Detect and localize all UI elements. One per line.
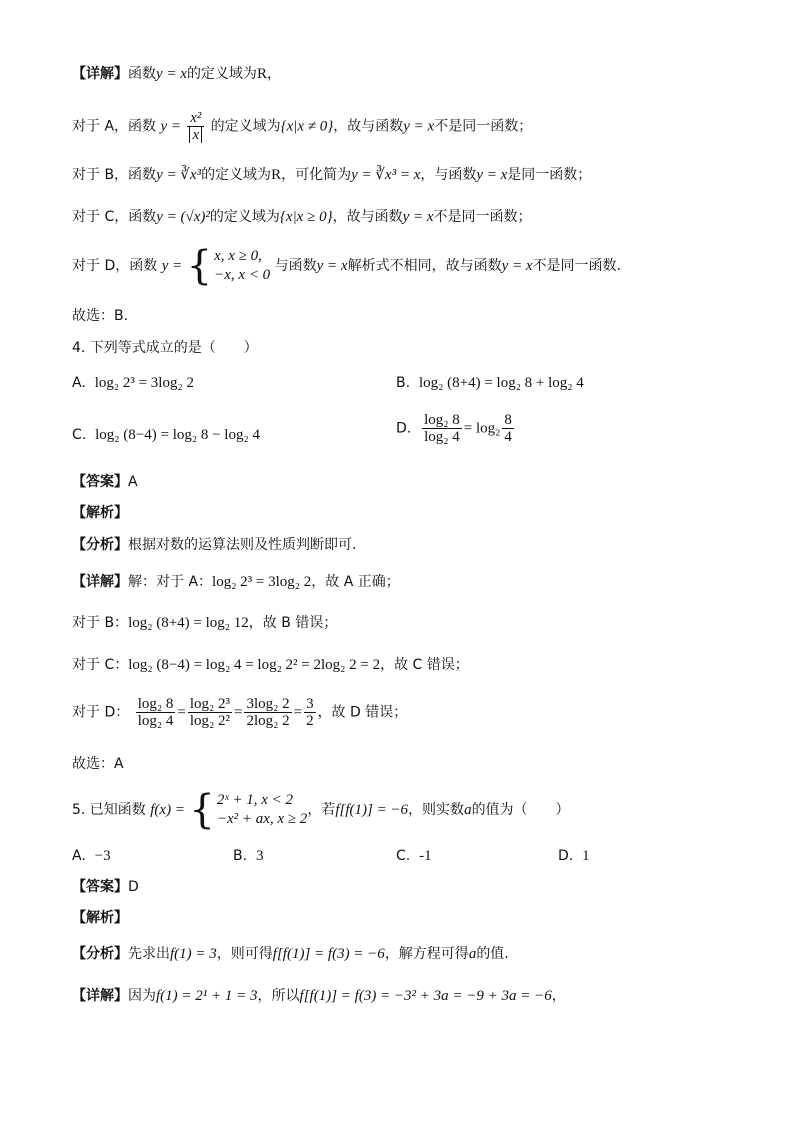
fraction: $\frac{\text{3log₂ 2}}{\text{2log₂ 2}}$ [246,696,290,729]
q4-detail-d: 对于 D： $\frac{\text{log₂ 8}}{\text{log₂ 4}}$ = $\frac{\text{log₂ 2³}}{\text{log₂ 2²}}$ = $\frac{\text{3log₂ 2}}{\text{2log₂ 2}}$ = $\frac{3}{2}$ ，故 D 错误； [72,696,408,729]
s1-line4 [72,207,532,227]
text: ， [266,66,281,82]
text: 是同一函数； [507,167,592,183]
text: 不是同一函数. [532,258,621,274]
q4-option-b: B. log₂ (8+4) = log₂ 8 + log₂ 4 [396,375,584,391]
q4-option-d: D. $\frac{\text{log₂ 8}}{\text{log₂ 4}}$ = log₂ $\frac{8}{4}$ [396,412,512,445]
fraction: $\frac{\text{log₂ 8}}{\text{log₂ 4}}$ [424,412,460,445]
s1-line1 [72,64,281,84]
formula: y = x [501,258,533,274]
text: ，故与函数 [332,209,403,225]
q4-jiexi-tag: 【解析】 [72,505,128,521]
s1-line5 [72,243,621,289]
text: 的定义域为 [209,209,280,225]
text: 对于 A，函数 [72,118,157,135]
piecewise: { 2ˣ + 1, x < 2 −x² + ax, x ≥ 2 [189,787,308,833]
text: 解析式不相同，故与函数 [347,258,502,274]
s1-answer: 故选：B. [72,308,129,324]
text: 对于 D，函数 [72,258,158,274]
formula: y = x [316,258,348,274]
q5-option-d: D. 1 [558,848,590,864]
q5-option-c: C. -1 [396,848,432,864]
q4-detail-c: 对于 C：log₂ (8−4) = log₂ 4 = log₂ 2² = 2log₂ 2 = 2，故 C 错误； [72,657,469,673]
text: ，与函数 [420,167,477,183]
text: 的定义域为 [201,167,272,183]
fraction: $\frac{\text{log₂ 8}}{\text{log₂ 4}}$ [137,696,174,729]
q4-fenxi: 【分析】根据对数的运算法则及性质判断即可. [72,537,357,553]
q5-option-b: B. 3 [233,848,264,864]
formula: y = [160,118,182,135]
text: 与函数 [274,258,317,274]
q4-detail-b: 对于 B：log₂ (8+4) = log₂ 12，故 B 错误； [72,615,338,631]
formula: y = (√x)² [156,209,210,225]
s1-line3 [72,165,591,185]
text: ，可化简为 [281,167,352,183]
fraction: $\frac{8}{4}$ [504,412,512,445]
fraction: $\frac{3}{2}$ [306,696,314,729]
formula: R [256,66,267,82]
q4-option-a: A. log₂ 2³ = 3log₂ 2 [72,375,194,391]
text: 对于 C，函数 [72,209,157,225]
q5-option-a: A. −3 [72,848,111,864]
q4-stem: 4. 下列等式成立的是（ ） [72,340,258,356]
q5-fenxi: 【分析】先求出f(1) = 3，则可得f[f(1)] = f(3) = −6，解方程可得a的值. [72,946,509,962]
fraction: $\frac{\text{x²}}{x}$ [187,110,204,143]
text: 函数 [128,66,156,82]
q5-jiexi-tag: 【解析】 [72,910,128,926]
formula: y = x [403,118,435,135]
formula: y = [161,258,183,274]
q5-detail: 【详解】因为f(1) = 2¹ + 1 = 3，所以f[f(1)] = f(3) = −3² + 3a = −9 + 3a = −6， [72,988,566,1004]
formula: y = ∛x³ [156,167,202,183]
xiangjie-tag: 【详解】 [72,66,128,82]
q4-answer: 【答案】A [72,474,138,490]
text: 不是同一函数； [434,118,533,135]
text: 对于 B，函数 [72,167,157,183]
q4-option-c: C. log₂ (8−4) = log₂ 8 − log₂ 4 [72,427,260,443]
q5-answer: 【答案】D [72,879,139,895]
formula: y = ∛x³ = x [351,167,421,183]
fraction: $\frac{\text{log₂ 2³}}{\text{log₂ 2²}}$ [189,696,230,729]
formula: y = x [402,209,434,225]
formula: R [271,167,282,183]
formula: y = x [156,66,187,82]
text: 不是同一函数； [433,209,532,225]
q5-stem: 5. 已知函数 f(x) = { 2ˣ + 1, x < 2 −x² + ax, x ≥ 2 ，若f[f(1)] = −6，则实数a的值为（ ） [72,787,570,833]
text: 的定义域为 [210,118,281,135]
q4-conclusion: 故选：A [72,756,124,772]
q4-detail-a: 【详解】解：对于 A：log₂ 2³ = 3log₂ 2，故 A 正确； [72,574,400,590]
formula: y = x [476,167,508,183]
formula: {x|x ≠ 0} [280,118,334,135]
piecewise: { x, x ≥ 0, −x, x < 0 [186,243,271,289]
formula: {x|x ≥ 0} [279,209,333,225]
s1-line2 [72,110,532,143]
text: 的定义域为 [186,66,257,82]
text: ，故与函数 [333,118,404,135]
